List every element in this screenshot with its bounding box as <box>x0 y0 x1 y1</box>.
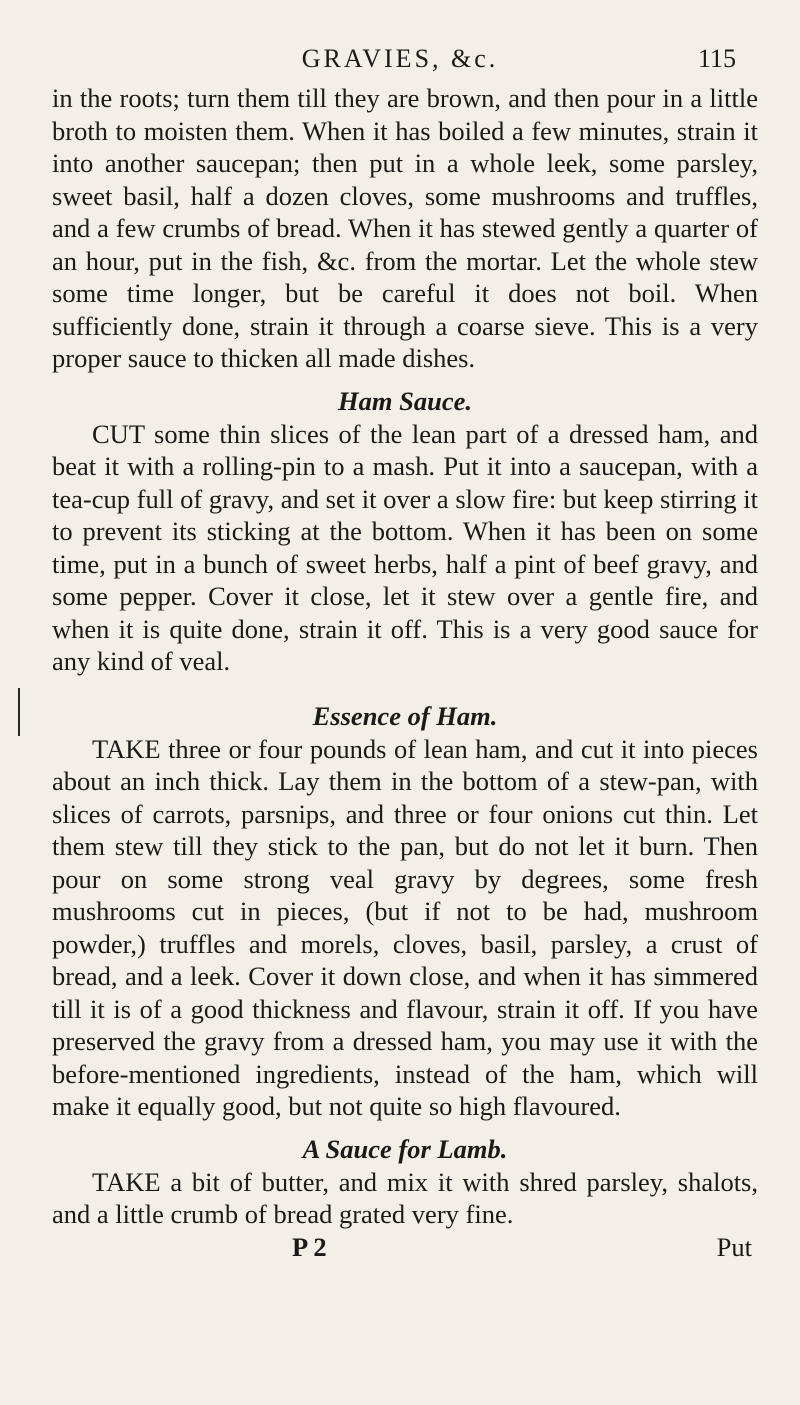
paragraph-sauce-for-lamb <box>52 1166 758 1231</box>
running-head: GRAVIES, &c. <box>301 44 499 73</box>
margin-rule <box>18 688 20 736</box>
signature-mark: P 2 <box>292 1231 327 1262</box>
paragraph-ham-sauce <box>52 418 758 678</box>
page-footer <box>52 1231 758 1263</box>
paragraph-essence-of-ham <box>52 733 758 1123</box>
heading-essence-of-ham: Essence of Ham. <box>312 700 498 731</box>
paragraph-sauce-for-lamb-text: TAKE a bit of butter, and mix it with shred parsley, shalots, and a little crumb of bread grated very fine. <box>52 1166 758 1229</box>
heading-sauce-for-lamb: A Sauce for Lamb. <box>302 1133 508 1164</box>
page-header <box>0 44 800 84</box>
paragraph-continuation: in the roots; turn them till they are brown, and then pour in a little broth to moisten them. When it has boiled a few minutes, strain it into another saucepan; then put in a whole leek, some parsley, sweet basil, half a dozen cloves, some mushrooms and truffles, and a few crumbs of bread. When it has stewed gently a quarter of an hour, put in the fish, &c. from the mortar. Let the whole stew some time longer, but be careful it does not boil. When sufficiently done, strain it through a coarse sieve. This is a very proper sauce to thicken all made dishes. <box>52 83 758 373</box>
paragraph-ham-sauce-text: CUT some thin slices of the lean part of a dressed ham, and beat it with a rolling-pin to a mash. Put it into a saucepan, with a tea-cup full of gravy, and set it over a slow fire: but keep stirring it to prevent its sticking at the bottom. When it has been on some time, put in a bunch of sweet herbs, half a pint of beef gravy, and some pepper. Cover it close, let it stew over a gentle fire, and when it is quite done, strain it off. This is a very good sauce for any kind of veal. <box>52 418 758 676</box>
catchword: Put <box>716 1231 752 1262</box>
heading-ham-sauce: Ham Sauce. <box>338 385 472 416</box>
page-number: 115 <box>697 44 736 73</box>
paragraph-essence-of-ham-text: TAKE three or four pounds of lean ham, and cut it into pieces about an inch thick. Lay them in the bottom of a stew-pan, with slices of carrots, parsnips, and three or four onions cut thin. Let them stew till they stick to the pan, but do not let it burn. Then pour on some strong veal gravy by degrees, some fresh mushrooms cut in pieces, (but if not to be had, mushroom powder,) truffles and morels, cloves, basil, parsley, a crust of bread, and a leek. Cover it down close, and when it has simmered till it is of a good thickness and flavour, strain it off. If you have preserved the gravy from a dressed ham, you may use it with the before-mentioned ingredients, instead of the ham, which will make it equally good, but not quite so high flavoured. <box>52 733 758 1121</box>
body-text <box>52 82 758 1263</box>
